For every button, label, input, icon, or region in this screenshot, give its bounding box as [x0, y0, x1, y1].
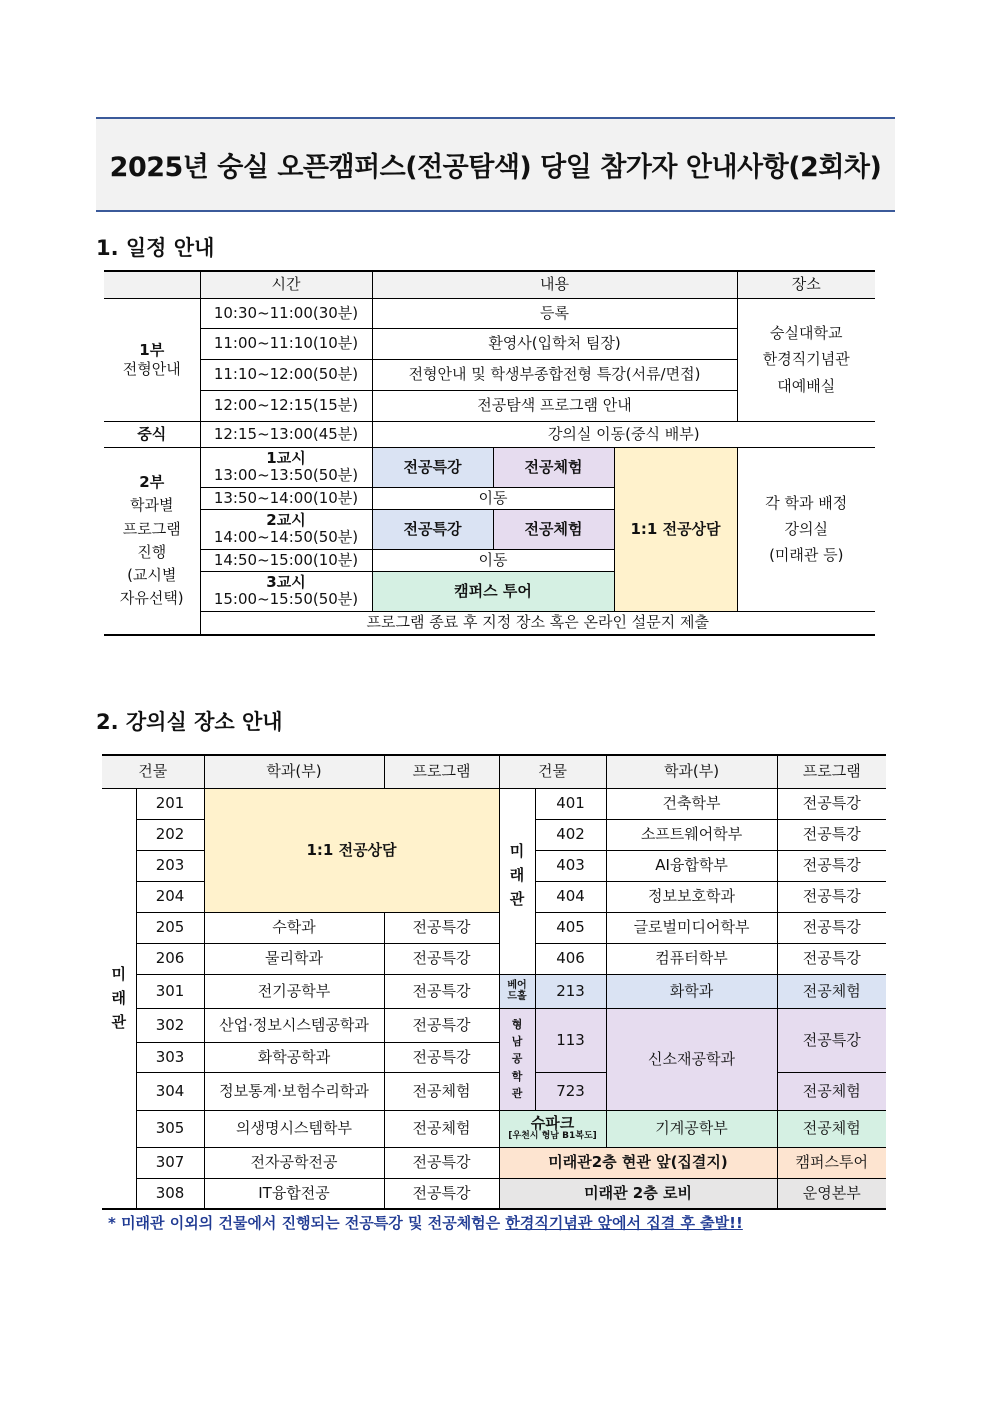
part2-label-4: 진행: [137, 542, 167, 561]
baird-building-1: 베어: [507, 980, 527, 991]
room-113: 113: [535, 1008, 606, 1072]
part1-content-3: 전형안내 및 학생부종합전형 특강(서류/면접): [372, 359, 737, 390]
room-307: 307: [136, 1147, 204, 1178]
dept-402: 소프트웨어학부: [606, 819, 777, 850]
prog-403: 전공특강: [777, 850, 886, 881]
hyungnam-char-1: 형: [511, 1018, 523, 1032]
prog-213: 전공체험: [777, 974, 886, 1008]
period3-name: 3교시: [266, 572, 306, 591]
hyungnam-char-4: 학: [511, 1069, 523, 1083]
dept-401: 건축학부: [606, 788, 777, 819]
room-header-prog-right: 프로그램: [777, 755, 886, 788]
prog-113: 전공특강: [777, 1008, 886, 1072]
dept-406: 컴퓨터학부: [606, 943, 777, 974]
room-305: 305: [136, 1110, 204, 1147]
room-403: 403: [535, 850, 606, 881]
room-723: 723: [535, 1072, 606, 1110]
dept-404: 정보보호학과: [606, 881, 777, 912]
room-201: 201: [136, 788, 204, 819]
right-building-label: [499, 788, 535, 974]
prog-304: 전공체험: [384, 1072, 499, 1110]
prog-supark: 전공체험: [777, 1110, 886, 1147]
room-header-building-left: 건물: [102, 755, 204, 788]
lunch-label: 중식: [104, 421, 200, 447]
section-heading-rooms: 2. 강의실 장소 안내: [96, 710, 283, 734]
hyungnam-char-5: 관: [511, 1086, 523, 1100]
lobby-cell: 미래관 2층 로비: [499, 1178, 777, 1209]
part1-place-line-2: 한경직기념관: [762, 350, 850, 369]
schedule-header-time: 시간: [200, 271, 372, 298]
title-banner: [96, 117, 895, 212]
footer-note: [108, 1212, 743, 1233]
move1-content: 이동: [372, 487, 614, 509]
period1-lecture: 전공특강: [372, 447, 493, 487]
schedule-table: [104, 270, 875, 636]
room-304: 304: [136, 1072, 204, 1110]
prog-401: 전공특강: [777, 788, 886, 819]
part1-label-1: 1부: [139, 340, 165, 359]
meeting-prog: 캠퍼스투어: [777, 1147, 886, 1178]
part1-time-3: 11:10~12:00(50분): [200, 359, 372, 390]
part1-label: [104, 298, 200, 421]
schedule-header-blank: [104, 271, 200, 298]
room-206: 206: [136, 943, 204, 974]
campus-tour-cell: 캠퍼스 투어: [372, 571, 614, 611]
room-header-building-right: 건물: [499, 755, 606, 788]
part2-label-1: 2부: [139, 473, 165, 491]
part1-place-line-1: 숭실대학교: [770, 324, 843, 343]
room-405: 405: [535, 912, 606, 943]
part1-content-4: 전공탐색 프로그램 안내: [372, 390, 737, 421]
dept-303: 화학공학과: [204, 1042, 384, 1072]
part2-label: [104, 447, 200, 635]
lobby-prog: 운영본부: [777, 1178, 886, 1209]
left-building-label: [102, 788, 136, 1209]
room-header-dept-right: 학과(부): [606, 755, 777, 788]
right-building-text: 미 래 관: [509, 841, 525, 908]
dept-213: 화학과: [606, 974, 777, 1008]
part1-content-2: 환영사(입학처 팀장): [372, 328, 737, 359]
period1-time: 13:00~13:50(50분): [213, 466, 359, 484]
schedule-footer: 프로그램 종료 후 지정 장소 혹은 온라인 설문지 제출: [200, 611, 875, 635]
hyungnam-char-2: 남: [511, 1035, 523, 1049]
period2-experience: 전공체험: [493, 509, 614, 549]
part1-time-1: 10:30~11:00(30분): [200, 298, 372, 328]
room-302: 302: [136, 1008, 204, 1042]
dept-supark: 기계공학부: [606, 1110, 777, 1147]
dept-hyungnam: 신소재공학과: [606, 1008, 777, 1110]
part2-label-2: 학과별: [130, 496, 174, 515]
prog-404: 전공특강: [777, 881, 886, 912]
hyungnam-char-3: 공: [511, 1052, 523, 1066]
room-404: 404: [535, 881, 606, 912]
dept-302: 산업·정보시스템공학과: [204, 1008, 384, 1042]
period1-experience: 전공체험: [493, 447, 614, 487]
period3: [200, 571, 372, 611]
prog-308: 전공특강: [384, 1178, 499, 1209]
part1-content-1: 등록: [372, 298, 737, 328]
part2-label-5: (교시별: [127, 566, 177, 584]
prog-405: 전공특강: [777, 912, 886, 943]
prog-205: 전공특강: [384, 912, 499, 943]
meeting-point: 미래관2층 현관 앞(집결지): [499, 1147, 777, 1178]
prog-302: 전공특강: [384, 1008, 499, 1042]
prog-301: 전공특강: [384, 974, 499, 1008]
period1-name: 1교시: [266, 448, 306, 467]
dept-205: 수학과: [204, 912, 384, 943]
room-203: 203: [136, 850, 204, 881]
room-308: 308: [136, 1178, 204, 1209]
prog-303: 전공특강: [384, 1042, 499, 1072]
footer-note-emphasis: 한경직기념관 앞에서 집결 후 출발!!: [505, 1214, 743, 1232]
room-header-dept-left: 학과(부): [204, 755, 384, 788]
dept-206: 물리학과: [204, 943, 384, 974]
page-title: 2025년 숭실 오픈캠퍼스(전공탐색) 당일 참가자 안내사항(2회차): [109, 152, 882, 183]
left-building-text: 미 래 관: [111, 965, 126, 1032]
room-301: 301: [136, 974, 204, 1008]
part1-time-4: 12:00~12:15(15분): [200, 390, 372, 421]
dept-308: IT융합전공: [204, 1178, 384, 1209]
prog-406: 전공특강: [777, 943, 886, 974]
schedule-header-place: 장소: [737, 271, 875, 298]
supark-cell: [499, 1110, 606, 1147]
lunch-time: 12:15~13:00(45분): [200, 421, 372, 447]
part2-place-line-2: 강의실: [784, 519, 829, 538]
dept-307: 전자공학전공: [204, 1147, 384, 1178]
dept-305: 의생명시스템학부: [204, 1110, 384, 1147]
section-heading-schedule: 1. 일정 안내: [96, 236, 215, 260]
baird-building: [499, 974, 535, 1008]
period2-name: 2교시: [266, 510, 306, 529]
period3-time: 15:00~15:50(50분): [213, 590, 359, 608]
room-204: 204: [136, 881, 204, 912]
part1-time-2: 11:00~11:10(10분): [200, 328, 372, 359]
part2-label-6: 자유선택): [119, 589, 184, 608]
move2-content: 이동: [372, 549, 614, 571]
room-303: 303: [136, 1042, 204, 1072]
prog-723: 전공체험: [777, 1072, 886, 1110]
room-406: 406: [535, 943, 606, 974]
supark-sub: [우천시 형남 B1복도]: [508, 1130, 597, 1141]
room-202: 202: [136, 819, 204, 850]
room-213: 213: [535, 974, 606, 1008]
period2: [200, 509, 372, 549]
supark-name: 슈파크: [530, 1114, 575, 1133]
room-402: 402: [535, 819, 606, 850]
room-header-prog-left: 프로그램: [384, 755, 499, 788]
dept-405: 글로벌미디어학부: [606, 912, 777, 943]
prog-305: 전공체험: [384, 1110, 499, 1147]
room-205: 205: [136, 912, 204, 943]
room-table: [102, 754, 886, 1210]
prog-206: 전공특강: [384, 943, 499, 974]
period2-time: 14:00~14:50(50분): [213, 528, 359, 546]
prog-307: 전공특강: [384, 1147, 499, 1178]
part2-place: [737, 447, 875, 611]
dept-304: 정보통계·보험수리학과: [204, 1072, 384, 1110]
part1-label-2: 전형안내: [122, 359, 181, 378]
schedule-header-content: 내용: [372, 271, 737, 298]
dept-301: 전기공학부: [204, 974, 384, 1008]
move1-time: 13:50~14:00(10분): [200, 487, 372, 509]
part2-place-line-3: (미래관 등): [769, 546, 844, 565]
consult-cell: 1:1 전공상담: [614, 447, 737, 611]
move2-time: 14:50~15:00(10분): [200, 549, 372, 571]
dept-403: AI융합학부: [606, 850, 777, 881]
period1: [200, 447, 372, 487]
baird-building-2: 드홀: [507, 991, 527, 1002]
part2-label-3: 프로그램: [122, 519, 181, 538]
room-401: 401: [535, 788, 606, 819]
period2-lecture: 전공특강: [372, 509, 493, 549]
consult-rooms: 1:1 전공상담: [204, 788, 499, 912]
part1-place: [737, 298, 875, 421]
prog-402: 전공특강: [777, 819, 886, 850]
lunch-content: 강의실 이동(중식 배부): [372, 421, 875, 447]
footer-note-text: * 미래관 이외의 건물에서 진행되는 전공특강 및 전공체험은: [108, 1214, 506, 1232]
part2-place-line-1: 각 학과 배정: [765, 493, 848, 512]
hyungnam-building: [499, 1008, 535, 1110]
part1-place-line-3: 대예배실: [777, 376, 836, 395]
